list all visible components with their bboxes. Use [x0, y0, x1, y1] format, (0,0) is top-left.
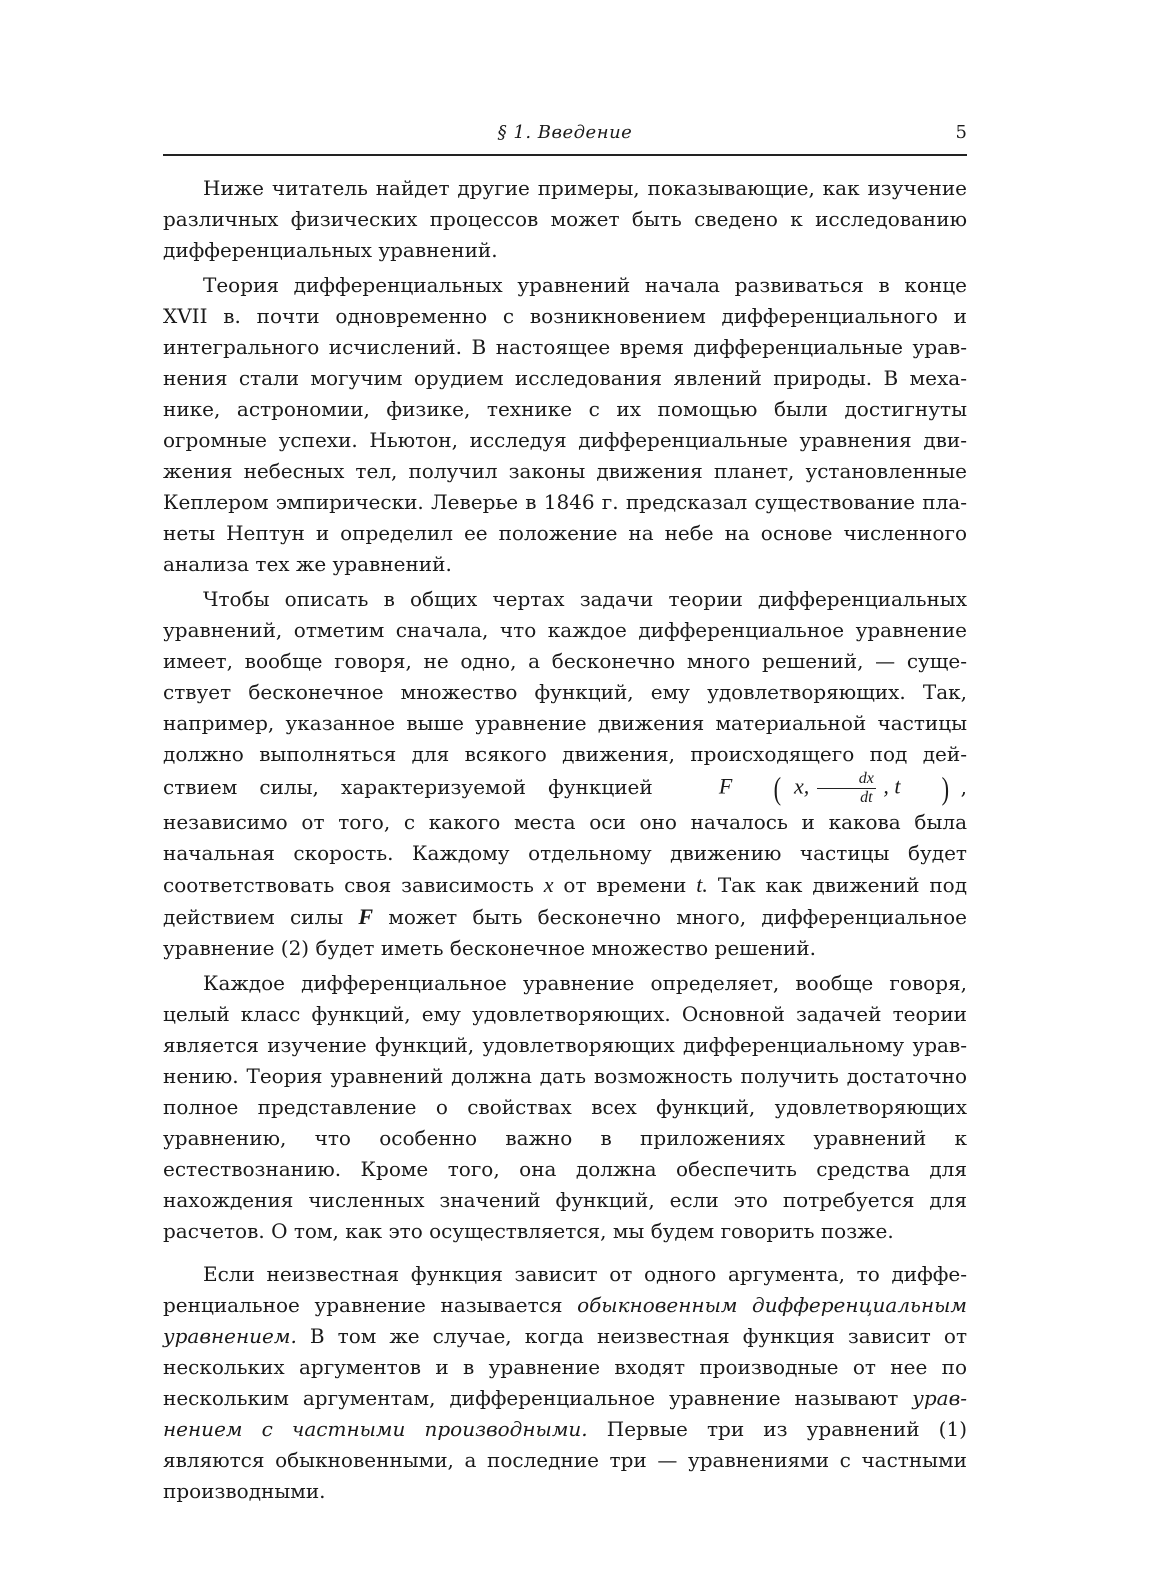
term-partial-differential-equation: уравнением с частными производными. — [163, 1386, 968, 1441]
paragraph-3-part-2: , независимо от того, с какого места оси оно началось и какова была начальная скорость. Каждому отдельному движению частицы будет соответствовать своя зависимость — [163, 775, 968, 897]
paragraph-4: Каждое дифференциальное уравнение определяет, вообще говоря, целый класс функций, ему удовлетворяющих. Основной задачей теории является изучение функций, удовлетворяющих дифференциальному уравнению. Теория уравнений должна дать возможность получить достаточно полное представление о свойствах всех функций, удовлетворяющих уравнению, что особенно важно в приложениях уравнений к естествознанию. Кроме того, она должна обеспечить средства для нахождения численных значений функций, если это потребуется для расчетов. О том, как это осуществляется, мы будем говорить позже. — [163, 971, 967, 1243]
variable-t: t. — [696, 872, 708, 897]
body-text — [163, 173, 967, 1507]
fraction-numerator: dx — [817, 770, 876, 789]
paragraph-3-part-3: от времени — [563, 873, 687, 897]
paragraph-5-part-1: Если неизвестная функция зависит от одного аргумента, то дифференциальное уравнение называется — [163, 1262, 967, 1317]
paragraph-5 — [163, 1259, 967, 1507]
force-function-formula — [679, 770, 957, 807]
formula-derivative-fraction — [817, 770, 876, 807]
running-title: § 1. Введение — [497, 122, 633, 143]
formula-arg-x: x, — [794, 773, 810, 799]
paragraph-5-part-2: В том же случае, когда неизвестная функция зависит от нескольких аргументов и в уравнение входят производные от нее по нескольким аргументам, дифференциальное уравнение называют — [163, 1324, 968, 1410]
running-header — [163, 118, 967, 156]
paragraph-1: Ниже читатель найдет другие примеры, показывающие, как изучение различных физических процессов может быть сведено к исследованию дифференциальных уравнений. — [163, 176, 967, 262]
page-number: 5 — [955, 122, 967, 143]
book-page — [163, 118, 967, 1511]
paragraph-5-part-3: Первые три из уравнений (1) являются обыкновенными, а последние три — уравнениями с частными производными. — [163, 1417, 967, 1503]
paragraph-3-part-1: Чтобы описать в общих чертах задачи теории дифференциальных уравнений, отметим сначала, что каждое дифференциальное уравнение имеет, вообще говоря, не одно, а бесконечно много решений, — существует бесконечное множество функций, ему удовлетворяющих. Так, например, указанное выше уравнение движения материальной частицы должно выполняться для всякого движения, происходящего под действием силы, характеризуемой функцией — [163, 587, 967, 799]
variable-f-force: F — [358, 904, 374, 929]
formula-symbol-f: F — [718, 773, 733, 799]
formula-open-paren: ( — [773, 770, 781, 806]
paragraph-3 — [163, 584, 967, 964]
formula-close-paren: ) — [941, 770, 950, 806]
paragraph-2: Теория дифференциальных уравнений начала развиваться в конце XVII в. почти одновременно с возникновением дифференциального и интегрального исчислений. В настоящее время дифференциальные уравнения стали могучим орудием исследования явлений природы. В механике, астрономии, физике, технике с их помощью были достигнуты огромные успехи. Ньютон, исследуя дифференциальные уравнения движения небесных тел, получил законы движения планет, установленные Кеплером эмпирически. Леверье в 1846 г. предсказал существование планеты Нептун и определил ее положение на небе на основе численного анализа тех же уравнений. — [163, 273, 967, 576]
term-ordinary-differential-equation: обыкновенным дифференциальным уравнением. — [163, 1293, 967, 1348]
formula-arg-t: , t — [883, 773, 901, 799]
paragraph-3-part-4: Так как движений под действием силы — [163, 873, 968, 929]
fraction-denominator: dt — [860, 789, 873, 806]
variable-x: x — [543, 872, 554, 897]
paragraph-3-part-5: может быть бесконечно много, дифференциальное уравнение (2) будет иметь бесконечное множество решений. — [163, 905, 967, 960]
